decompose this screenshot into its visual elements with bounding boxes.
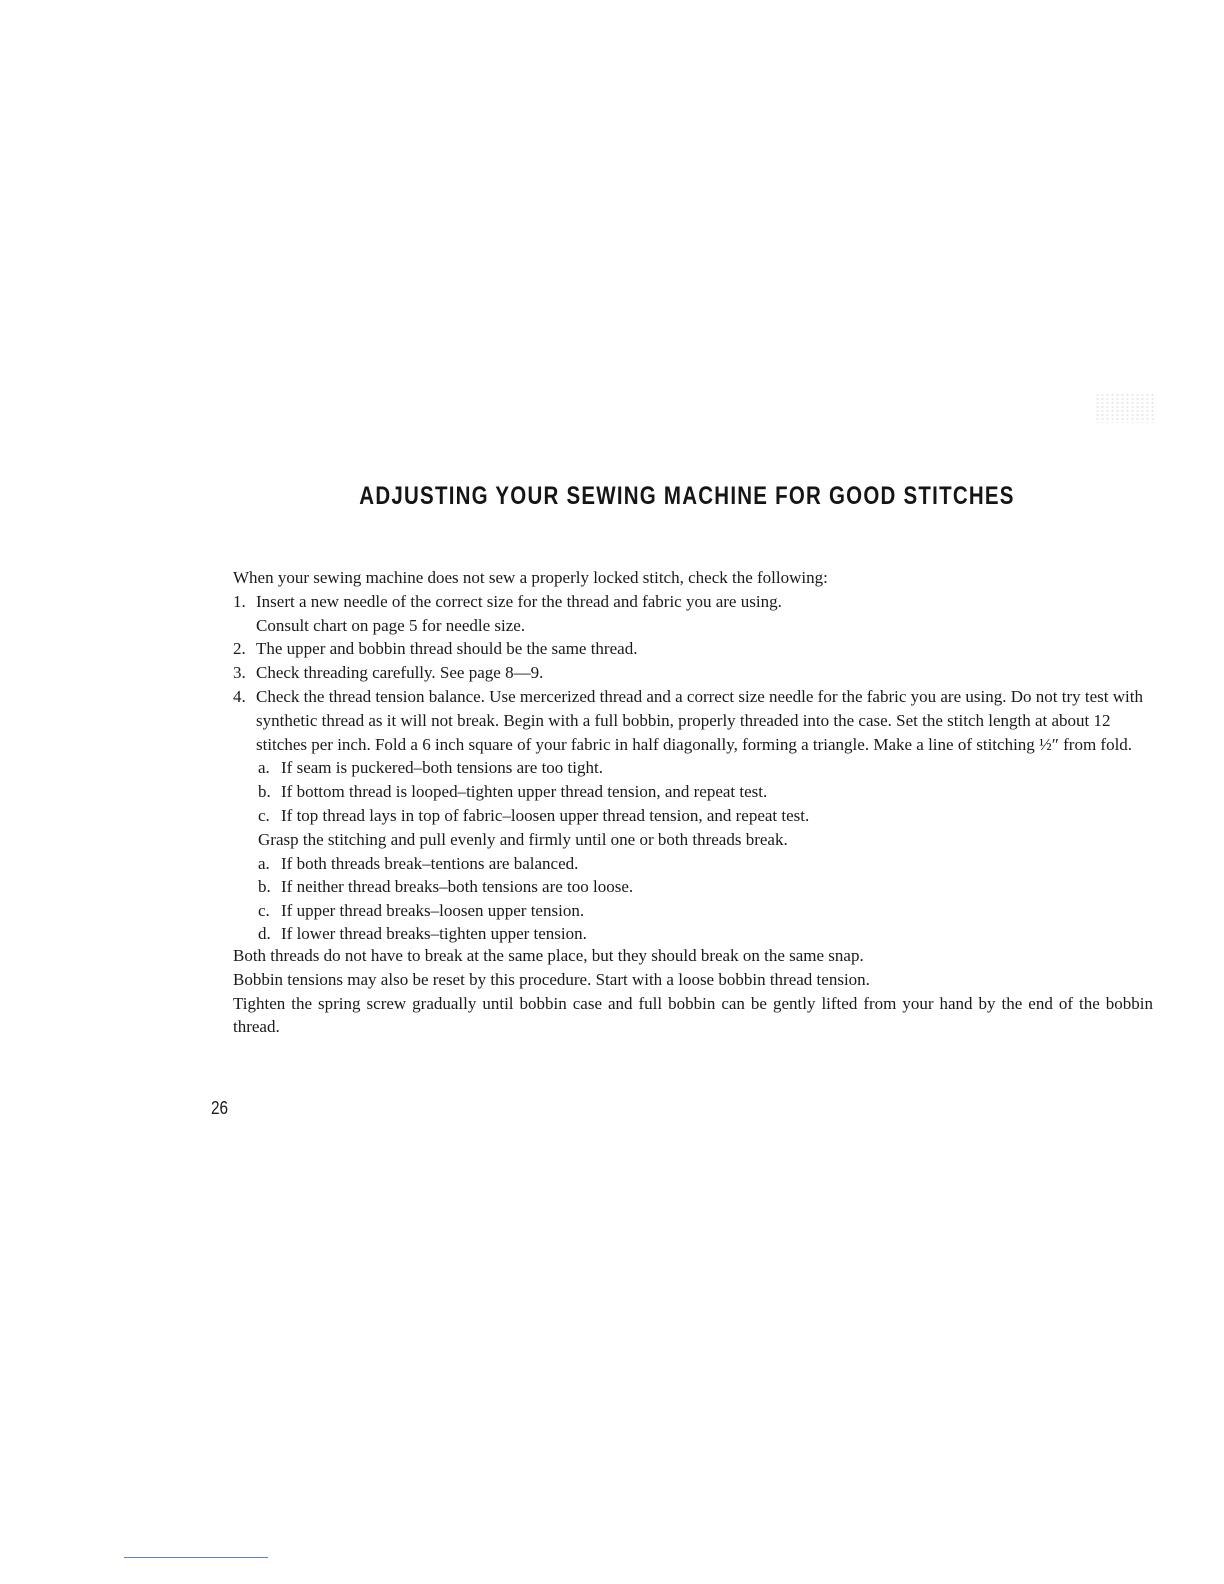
list-item: b. If bottom thread is looped–tighten upper thread tension, and repeat test. — [258, 782, 768, 802]
step-text: Check threading carefully. See page 8—9. — [256, 663, 544, 683]
step-2 — [233, 637, 1153, 661]
footer-rule — [124, 1557, 268, 1558]
seam-checks-list — [233, 756, 1153, 827]
intro-text: When your sewing machine does not sew a properly locked stitch, check the following: — [233, 568, 828, 587]
list-item: b. If neither thread breaks–both tensions are too loose. — [258, 877, 634, 897]
step-number: 2. — [233, 639, 246, 659]
step-text: Check the thread tension balance. Use mercerized thread and a correct size needle for the fabric you are using. Do not try test with synthetic thread as it will not break. Begin with a full bobbin, properly threaded into the case. Set the stitch length at about 12 stitches per inch. Fold a 6 inch square of your fabric in half diagonally, forming a triangle. Make a line of stitching ½″ from fold. — [256, 686, 1143, 754]
step-4 — [233, 685, 1153, 756]
step-number: 4. — [233, 686, 246, 706]
step-number: 3. — [233, 663, 246, 683]
scan-speckle — [1095, 393, 1155, 423]
closing-text: Both threads do not have to break at the same place, but they should break on the same snap. — [233, 945, 864, 965]
page-number: 26 — [211, 1098, 229, 1118]
step-text: Insert a new needle of the correct size for the thread and fabric you are using. — [256, 591, 782, 611]
closing-text: Tighten the spring screw gradually until bobbin case and full bobbin can be gently lifted from your hand by the end of the bobbin thread. — [233, 993, 1153, 1037]
grasp-instruction: Grasp the stitching and pull evenly and firmly until one or both threads break. — [258, 829, 788, 849]
step-1 — [233, 590, 1153, 638]
closing-text: Bobbin tensions may also be reset by this procedure. Start with a loose bobbin thread tension. — [233, 969, 870, 989]
step-3 — [233, 661, 1153, 685]
list-item: a. If both threads break–tentions are balanced. — [258, 853, 579, 873]
page-title: ADJUSTING YOUR SEWING MACHINE FOR GOOD STITCHES — [359, 482, 1015, 510]
step-number: 1. — [233, 591, 246, 611]
list-item: c. If top thread lays in top of fabric–loosen upper thread tension, and repeat test. — [258, 805, 810, 825]
list-item: a. If seam is puckered–both tensions are too tight. — [258, 758, 603, 778]
break-checks-list — [233, 852, 1153, 944]
instructions-body — [233, 566, 1153, 1039]
step-text: Consult chart on page 5 for needle size. — [256, 615, 526, 635]
step-text: The upper and bobbin thread should be the same thread. — [256, 639, 638, 659]
list-item: c. If upper thread breaks–loosen upper tension. — [258, 901, 585, 921]
list-item: d. If lower thread breaks–tighten upper tension. — [258, 923, 587, 943]
